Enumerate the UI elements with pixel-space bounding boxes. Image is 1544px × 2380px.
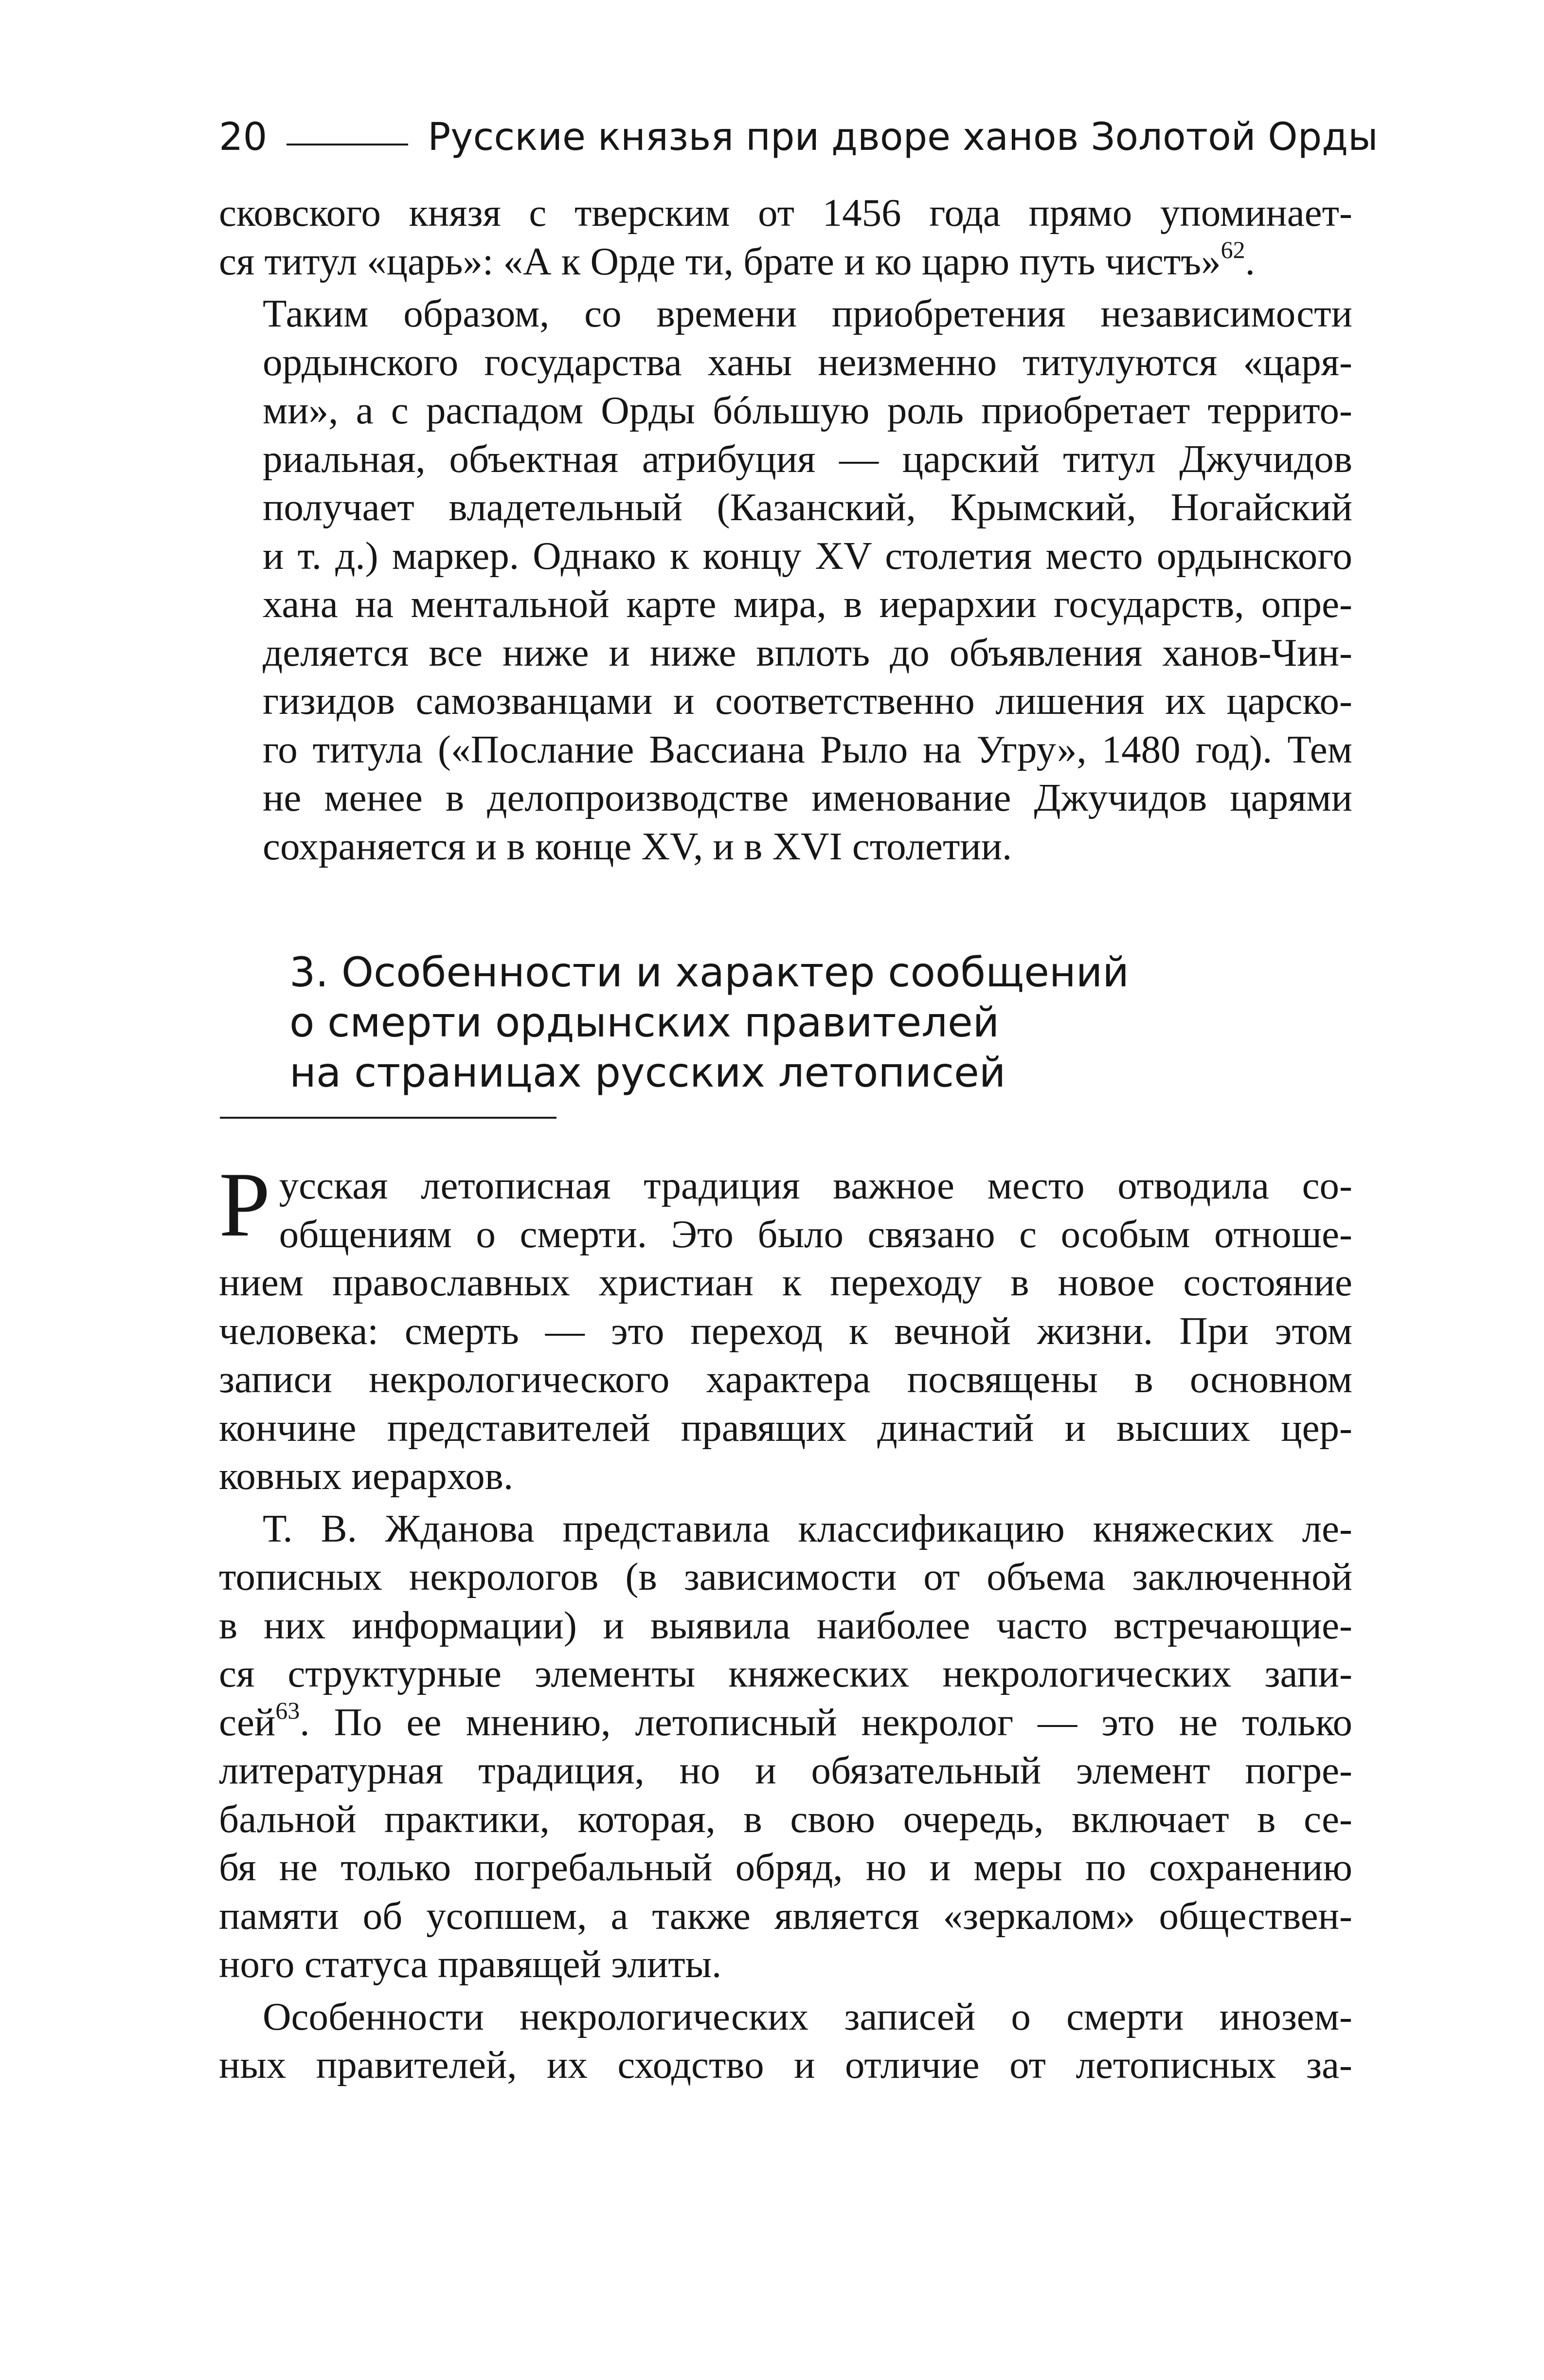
paragraph xyxy=(219,1993,1352,2089)
text-line xyxy=(219,1698,1352,1747)
text-line: бальной практики, которая, в свою очередь, включает в се- xyxy=(219,1797,1352,1841)
paragraph-continuation xyxy=(219,189,1352,286)
text-line: ных правителей, их сходство и отличие от летописных за- xyxy=(219,2043,1352,2087)
text-line: нием православных христиан к переходу в новое состояние xyxy=(219,1260,1352,1304)
text-block-bottom xyxy=(219,1154,1352,2089)
text-fragment: сей xyxy=(219,1700,276,1744)
text-fragment: . По ее мнению, летописный некролог — это не только xyxy=(300,1700,1352,1744)
paragraph xyxy=(219,290,1352,871)
paragraph xyxy=(219,1505,1352,1989)
text-line: Таким образом, со времени приобретения независимости xyxy=(263,291,1352,335)
text-line: деляется все ниже и ниже вплоть до объявления ханов-Чин- xyxy=(263,630,1352,674)
text-line: ся структурные элементы княжеских некрологических запи- xyxy=(219,1652,1352,1695)
text-line: бя не только погребальный обряд, но и меры по сохранению xyxy=(219,1845,1352,1889)
text-line: гизидов самозванцами и соответственно лишения их царско- xyxy=(263,679,1352,723)
text-line: риальная, объектная атрибуция — царский титул Джучидов xyxy=(263,436,1352,481)
text-line: записи некрологического характера посвящены в основном xyxy=(219,1357,1352,1401)
text-line: получает владетельный (Казанский, Крымский, Ногайский xyxy=(263,485,1352,529)
text-line: Т. В. Жданова представила классификацию княжеских ле- xyxy=(263,1506,1352,1550)
drop-cap: Р xyxy=(219,1154,270,1256)
text-line: ми», а с распадом Орды бóльшую роль приобретает террито- xyxy=(263,388,1352,432)
text-line: тописных некрологов (в зависимости от объема заключенной xyxy=(219,1555,1352,1599)
text-fragment: . xyxy=(1245,239,1255,283)
footnote-ref-62[interactable]: 62 xyxy=(1221,236,1245,263)
header-rule xyxy=(287,144,408,145)
text-fragment: ся титул «царь»: «А к Орде ти, брате и ко царю путь чистъ» xyxy=(219,239,1221,283)
heading-divider xyxy=(220,1117,557,1119)
heading-line: на страницах русских летописей xyxy=(289,1049,1006,1096)
text-line: усская летописная традиция важное место отводила со- xyxy=(279,1163,1352,1207)
text-line: сковского князя с тверским от 1456 года прямо упоминает- xyxy=(219,191,1352,235)
heading-line: о смерти ордынских правителей xyxy=(289,999,1000,1046)
paragraph-with-dropcap xyxy=(219,1154,1352,1501)
text-line: ордынского государства ханы неизменно титулуются «царя- xyxy=(263,340,1352,384)
text-line: литературная традиция, но и обязательный элемент погре- xyxy=(219,1748,1352,1792)
section-heading xyxy=(289,947,1311,1098)
text-line: ковных иерархов. xyxy=(219,1454,514,1498)
text-line: в них информации) и выявила наиболее часто встречающие- xyxy=(219,1603,1352,1647)
running-header xyxy=(219,108,1378,166)
text-line: памяти об усопшем, а также является «зеркалом» обществен- xyxy=(219,1893,1352,1938)
text-line: общениям о смерти. Это было связано с особым отноше- xyxy=(279,1212,1352,1256)
heading-line: 3. Особенности и характер сообщений xyxy=(289,948,1129,996)
text-line: кончине представителей правящих династий и высших цер- xyxy=(219,1405,1352,1450)
text-line: Особенности некрологических записей о смерти инозем- xyxy=(263,1994,1352,2038)
text-line: и т. д.) маркер. Однако к концу XV столетия место ордынского xyxy=(263,533,1352,578)
text-line xyxy=(219,237,1352,286)
text-line: не менее в делопроизводстве именование Джучидов царями xyxy=(263,776,1352,819)
text-line: сохраняется и в конце XV, и в XVI столетии. xyxy=(263,824,1012,868)
text-block-top xyxy=(219,189,1352,871)
text-line: ного статуса правящей элиты. xyxy=(219,1942,722,1986)
footnote-ref-63[interactable]: 63 xyxy=(275,1696,300,1724)
running-title: Русские князья при дворе ханов Золотой Орды xyxy=(428,115,1378,159)
page-number: 20 xyxy=(219,115,268,159)
text-line: человека: смерть — это переход к вечной жизни. При этом xyxy=(219,1308,1352,1353)
text-line: хана на ментальной карте мира, в иерархии государств, опре- xyxy=(263,582,1352,626)
text-line: го титула («Послание Вассиана Рыло на Угру», 1480 год). Тем xyxy=(263,727,1352,771)
